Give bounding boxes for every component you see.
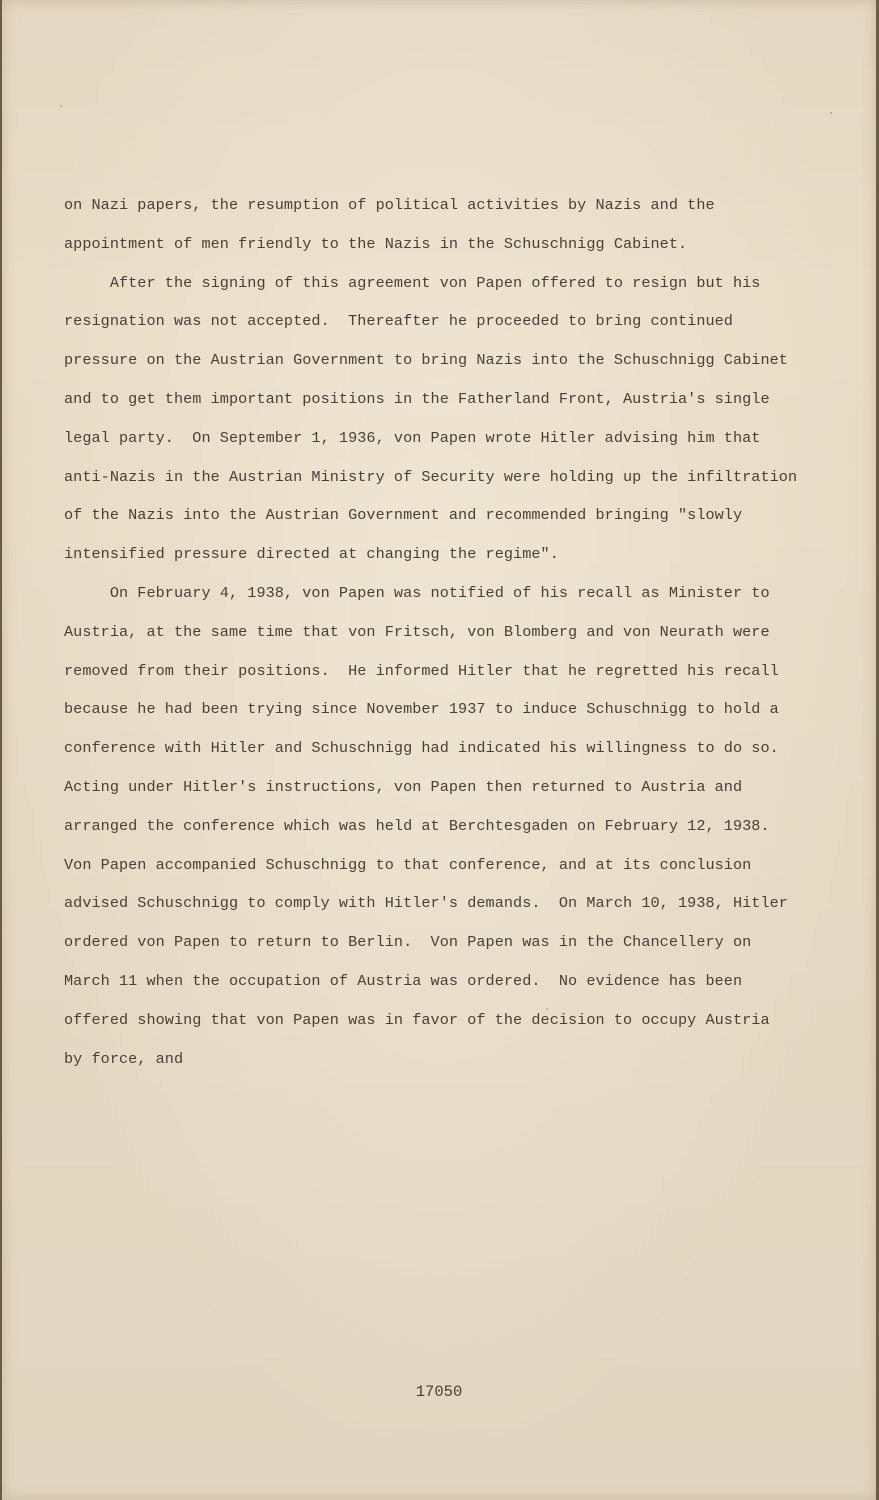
text-line: arranged the conference which was held at Berchtesgaden on February 12, 1938. [64,816,770,835]
body-text [64,186,844,1078]
text-line: appointment of men friendly to the Nazis in the Schuschnigg Cabinet. [64,234,688,253]
paper-speck [830,112,832,114]
text-line: intensified pressure directed at changing the regime". [64,545,559,564]
text-line: removed from their positions. He informed Hitler that he regretted his recall [64,661,779,680]
text-line: advised Schuschnigg to comply with Hitler's demands. On March 10, 1938, Hitler [64,894,788,913]
text-line: on Nazi papers, the resumption of political activities by Nazis and the [64,196,715,214]
text-line: anti-Nazis in the Austrian Ministry of Security were holding up the infiltration [64,467,798,486]
text-line: pressure on the Austrian Government to bring Nazis into the Schuschnigg Cabinet [64,351,788,370]
text-line: conference with Hitler and Schuschnigg had indicated his willingness to do so. [64,739,779,758]
text-line: Acting under Hitler's instructions, von Papen then returned to Austria and [64,777,743,796]
text-line: and to get them important positions in the Fatherland Front, Austria's single [64,389,770,408]
text-line: Von Papen accompanied Schuschnigg to that conference, and at its conclusion [64,855,752,874]
document-page [2,0,876,1500]
page-number: 17050 [415,1383,463,1401]
text-line: On February 4, 1938, von Papen was notified of his recall as Minister to [64,583,770,602]
text-line: resignation was not accepted. Thereafter he proceeded to bring continued [64,312,733,331]
text-line: After the signing of this agreement von Papen offered to resign but his [64,273,761,292]
text-line: March 11 when the occupation of Austria was ordered. No evidence has been [64,971,743,990]
text-line: Austria, at the same time that von Fritsch, von Blomberg and von Neurath were [64,622,770,641]
text-line: by force, and [64,1049,184,1068]
paper-speck [60,105,62,107]
text-line: ordered von Papen to return to Berlin. Von Papen was in the Chancellery on [64,933,752,952]
text-line: because he had been trying since November 1937 to induce Schuschnigg to hold a [64,700,779,719]
text-line: of the Nazis into the Austrian Government and recommended bringing "slowly [64,506,743,525]
text-line: legal party. On September 1, 1936, von Papen wrote Hitler advising him that [64,428,761,447]
text-line: offered showing that von Papen was in favor of the decision to occupy Austria [64,1010,770,1029]
